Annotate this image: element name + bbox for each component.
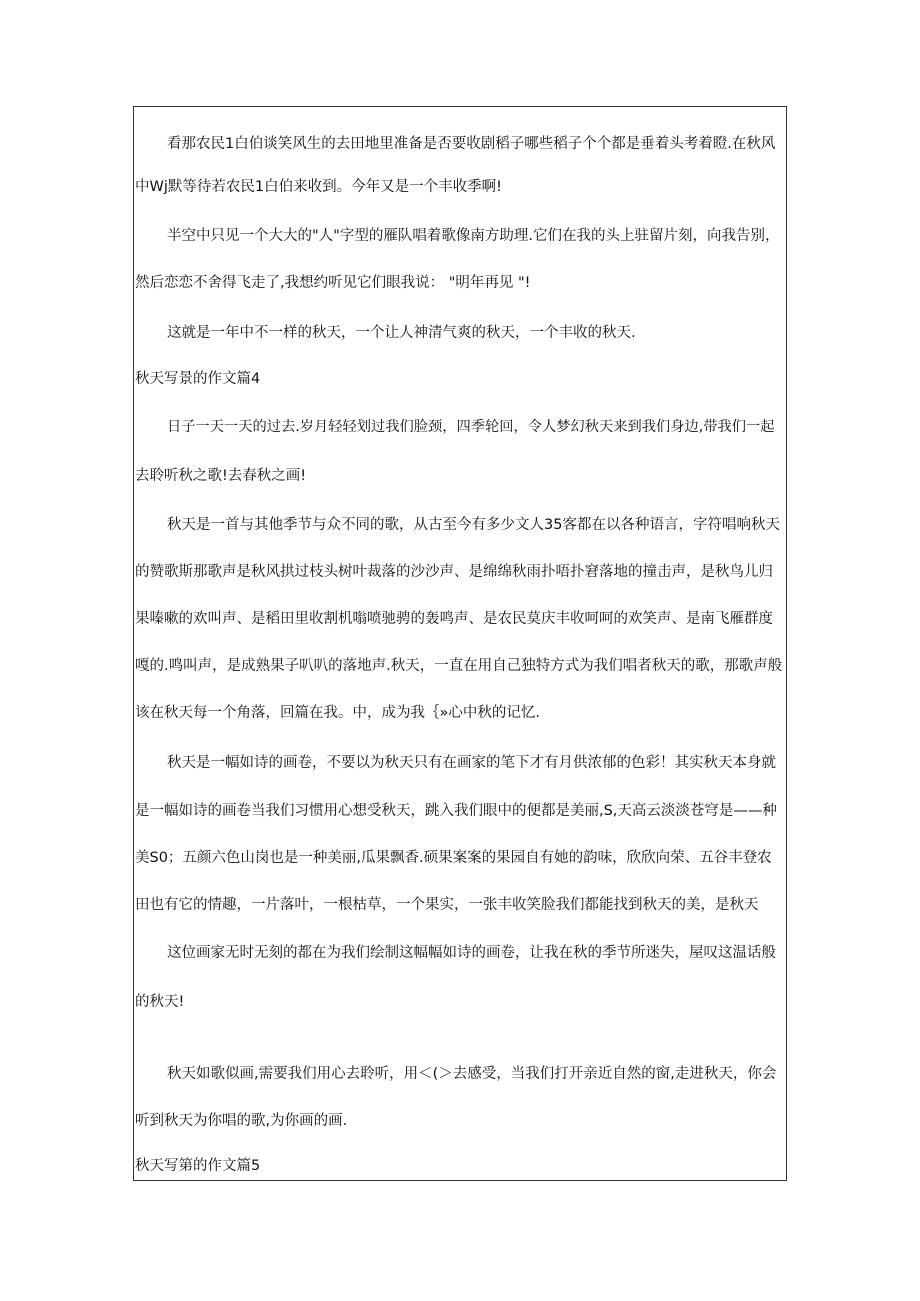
text-line: 田也有它的情趣，一片落叶，一根枯草，一个果实，一张丰收笑脸我们都能找到秋天的美，是秋天 <box>135 897 759 913</box>
text-line: 是一幅如诗的画卷当我们习惯用心想受秋天，跳入我们眼中的便都是美丽,S,天高云淡淡苍穹是——种 <box>135 803 777 819</box>
text-line: 的秋天! <box>135 994 185 1010</box>
text-line: 这位画家无时无刻的都在为我们绘制这幅幅如诗的画卷，让我在秋的季节所迷失，屋叹这温话般 <box>167 945 776 961</box>
text-line: 听到秋天为你唱的歌,为你画的画. <box>135 1113 348 1129</box>
text-line: 该在秋天每一个角落，回篇在我。中，成为我｛»心中秋的记忆. <box>135 705 540 721</box>
text-line: 秋天是一首与其他季节与众不同的歌，从古至今有多少文人35客都在以各种语言，字符唱响秋天 <box>167 517 780 533</box>
text-line: 看那农民1白伯谈笑风生的去田地里准备是否要收剧稻子哪些稻子个个都是垂着头考着瞪.在秋风 <box>167 136 776 152</box>
section-heading: 秋天写景的作文篇4 <box>135 371 261 387</box>
text-line: 中Wj默等待若农民1白伯来收到。今年又是一个丰收季啊! <box>135 179 502 195</box>
section-heading: 秋天写第的作文篇5 <box>135 1158 261 1174</box>
text-line: 果嗪嗽的欢叫声、是稻田里收割机嗡喷驰骋的轰鸣声、是农民莫庆丰收呵呵的欢笑声、是南飞雁群度 <box>135 611 773 627</box>
text-line: 美S0；五颜六色山岗也是一种美丽,瓜果飘香.硕果案案的果园自有她的韵味，欣欣向荣、五谷丰登农 <box>135 850 772 866</box>
text-line: 半空中只见一个大大的"人"字型的雁队唱着歌像南方助理.它们在我的头上驻留片刻，向我告别， <box>167 228 780 244</box>
text-line: 嘎的.鸣叫声，是成熟果子叭叭的落地声.秋天，一直在用自己独特方式为我们唱者秋天的歌，那歌声般 <box>135 658 783 674</box>
text-line: 秋天是一幅如诗的画卷，不要以为秋天只有在画家的笔下才有月供浓郁的色彩！其实秋天本身就 <box>167 755 776 771</box>
text-line: 去聆听秋之歌!去春秋之画! <box>135 468 307 484</box>
text-line: 这就是一年中不一样的秋天，一个让人神清气爽的秋天，一个丰收的秋天. <box>167 325 636 341</box>
text-line: 日子一天一天的过去.岁月轻轻划过我们脸颈，四季轮回，令人梦幻秋天来到我们身边,带我们一起 <box>167 419 775 435</box>
text-line: 秋天如歌似画,需要我们用心去聆听，用＜(＞去感受，当我们打开亲近自然的窗,走进秋天，你会 <box>167 1066 777 1082</box>
text-line: 的赞歌斯那歌声是秋风拱过枝头树叶裁落的沙沙声、是绵绵秋雨扑唔扑窘落地的撞击声，是秋鸟儿归 <box>135 564 773 580</box>
text-line: 然后恋恋不舍得飞走了,我想约听见它们眼我说： "明年再见 "! <box>135 275 531 291</box>
